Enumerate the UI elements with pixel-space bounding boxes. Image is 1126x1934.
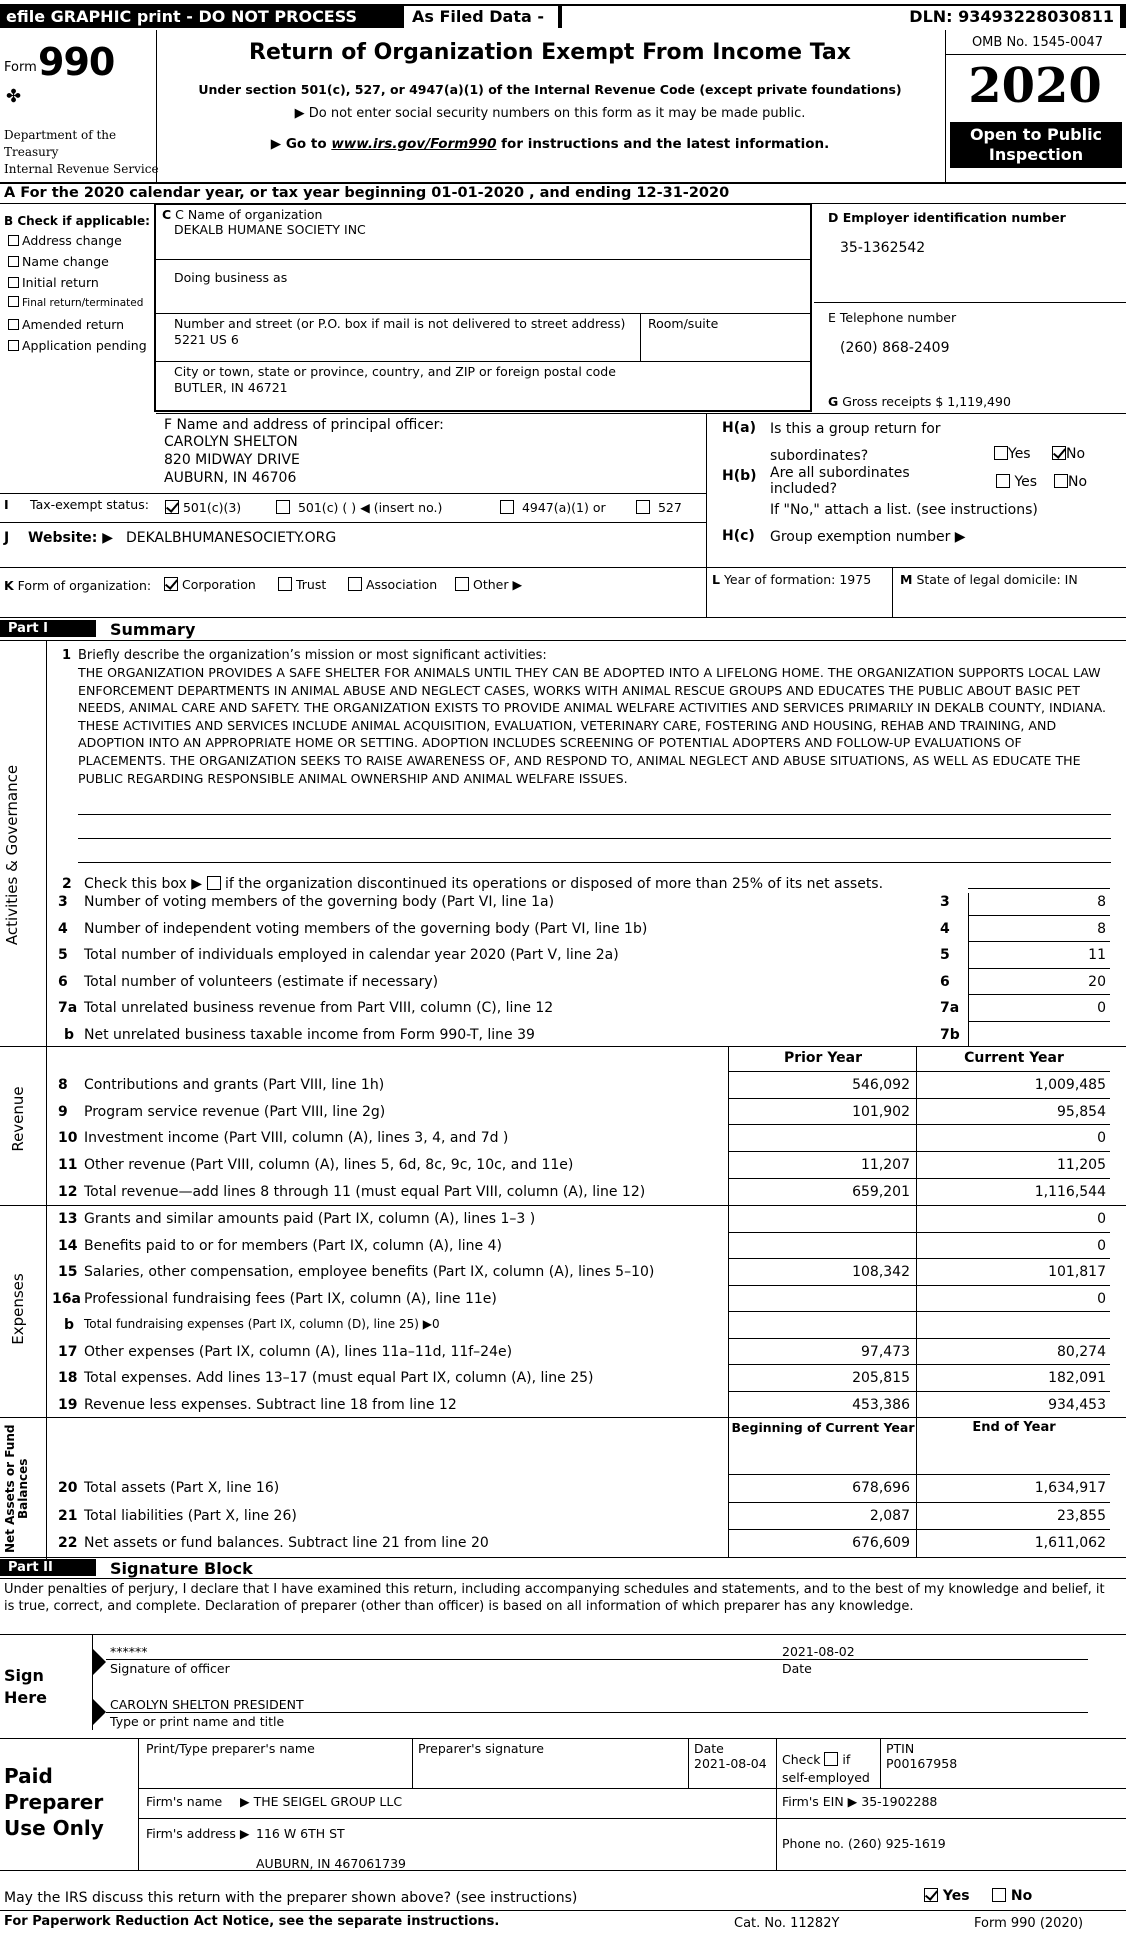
line1-text: Briefly describe the organization’s mission or most significant activities: bbox=[78, 648, 547, 663]
org-other[interactable]: Other ▶ bbox=[455, 577, 522, 592]
sign-arrow bbox=[92, 1634, 106, 1730]
phone-label: E Telephone number bbox=[828, 310, 957, 325]
part1-label: Part I bbox=[0, 620, 96, 637]
preparer-name-label: Print/Type preparer's name bbox=[146, 1741, 315, 1756]
hb-no[interactable]: No bbox=[1054, 474, 1087, 490]
exp-line-num: 17 bbox=[58, 1343, 78, 1360]
gov-line-text: Net unrelated business taxable income from Form 990-T, line 39 bbox=[84, 1026, 535, 1043]
exp-line-num: b bbox=[64, 1317, 75, 1333]
net-prior-value[interactable]: 2,087 bbox=[869, 1507, 910, 1524]
hb-text2: included? bbox=[770, 481, 838, 497]
net-prior-value[interactable]: 678,696 bbox=[852, 1480, 910, 1496]
tax-501c3[interactable]: 501(c)(3) bbox=[165, 500, 241, 515]
gov-line-num: 7a bbox=[58, 1000, 78, 1016]
gov-box-label: 7a bbox=[940, 1000, 960, 1016]
tax-year: 2020 bbox=[968, 58, 1102, 114]
instructions-note: ▶ Go to www.irs.gov/Form990 for instructions and the latest information. bbox=[270, 136, 830, 152]
firm-address2[interactable]: AUBURN, IN 467061739 bbox=[256, 1856, 406, 1871]
net-line-text: Net assets or fund balances. Subtract line 21 from line 20 bbox=[84, 1535, 489, 1551]
col-prior-year: Prior Year bbox=[783, 1050, 863, 1066]
part2-title: Signature Block bbox=[110, 1559, 253, 1578]
rev-line-text: Other revenue (Part VIII, column (A), lines 5, 6d, 8c, 9c, 10c, and 11e) bbox=[84, 1157, 574, 1174]
rev-line-text: Investment income (Part VIII, column (A), lines 3, 4, and 7d ) bbox=[84, 1130, 509, 1147]
col-beginning-year: Beginning of Current Year bbox=[731, 1420, 915, 1435]
gov-line-text: Total number of volunteers (estimate if necessary) bbox=[84, 973, 439, 990]
open-public-line1: Open to Public bbox=[969, 125, 1103, 144]
rev-prior-value[interactable]: 11,207 bbox=[861, 1157, 910, 1174]
officer-addr1[interactable]: 820 MIDWAY DRIVE bbox=[164, 452, 300, 468]
prep-date-label: Date bbox=[694, 1741, 724, 1756]
gov-value[interactable]: 0 bbox=[1097, 1000, 1106, 1016]
line-j-label: J bbox=[4, 530, 10, 546]
preparer-label: Preparer bbox=[4, 1790, 104, 1814]
line-a: A For the 2020 calendar year, or tax year beginning 01-01-2020 , and ending 12-31-2020 bbox=[4, 185, 730, 201]
gov-box-label: 5 bbox=[940, 947, 950, 963]
ha-no[interactable]: No bbox=[1052, 446, 1085, 462]
self-employed-label: self-employed bbox=[782, 1770, 870, 1785]
exp-prior-value[interactable]: 108,342 bbox=[852, 1264, 910, 1280]
part2-label: Part II bbox=[0, 1559, 96, 1576]
exp-current-value[interactable]: 80,274 bbox=[1057, 1343, 1106, 1360]
rev-line-text: Total revenue—add lines 8 through 11 (must equal Part VIII, column (A), line 12) bbox=[84, 1183, 646, 1200]
date-label: Date bbox=[782, 1661, 812, 1676]
ha-text1: Is this a group return for bbox=[770, 421, 941, 437]
check-b-label: B Check if applicable: bbox=[4, 214, 150, 228]
phone-value[interactable]: (260) 868-2409 bbox=[840, 340, 950, 356]
rev-current-value[interactable]: 0 bbox=[1097, 1130, 1106, 1147]
legal-domicile: M State of legal domicile: IN bbox=[900, 572, 1078, 587]
firm-phone[interactable]: Phone no. (260) 925-1619 bbox=[782, 1836, 946, 1851]
signature-date[interactable]: 2021-08-02 bbox=[782, 1644, 855, 1659]
signature-label: Signature of officer bbox=[110, 1661, 230, 1676]
ein-label: D Employer identification number bbox=[828, 210, 1066, 225]
ptin-value[interactable]: P00167958 bbox=[886, 1756, 958, 1771]
dept-line1: Department of the bbox=[4, 128, 117, 142]
officer-label: F Name and address of principal officer: bbox=[164, 417, 444, 433]
officer-addr2[interactable]: AUBURN, IN 46706 bbox=[164, 470, 297, 486]
line-i-label: I bbox=[4, 497, 9, 512]
gov-value[interactable]: 8 bbox=[1097, 920, 1106, 937]
form-label: Form bbox=[4, 60, 37, 75]
exp-line-text: Salaries, other compensation, employee benefits (Part IX, column (A), lines 5–10) bbox=[84, 1264, 655, 1280]
exp-line-text: Professional fundraising fees (Part IX, column (A), line 11e) bbox=[84, 1290, 497, 1307]
footer-cat: Cat. No. 11282Y bbox=[734, 1916, 840, 1931]
gov-box-label: 7b bbox=[940, 1026, 960, 1043]
col-end-year: End of Year bbox=[972, 1420, 1056, 1435]
exp-line-num: 19 bbox=[58, 1396, 78, 1413]
org-corporation[interactable]: Corporation bbox=[164, 577, 256, 592]
line1-num: 1 bbox=[62, 648, 72, 663]
col-current-year: Current Year bbox=[964, 1050, 1064, 1066]
rev-current-value[interactable]: 95,854 bbox=[1057, 1103, 1106, 1120]
discuss-no[interactable]: No bbox=[992, 1888, 1032, 1904]
dba-label: Doing business as bbox=[174, 270, 288, 285]
side-activities: Activities & Governance bbox=[3, 764, 21, 946]
exp-line-num: 18 bbox=[58, 1370, 78, 1386]
city-value[interactable]: BUTLER, IN 46721 bbox=[174, 380, 288, 395]
net-current-value[interactable]: 1,611,062 bbox=[1034, 1535, 1106, 1551]
discuss-yes[interactable]: Yes bbox=[924, 1888, 970, 1904]
org-name[interactable]: DEKALB HUMANE SOCIETY INC bbox=[174, 222, 366, 237]
net-current-value[interactable]: 23,855 bbox=[1057, 1507, 1106, 1524]
exp-line-text: Total expenses. Add lines 13–17 (must equal Part IX, column (A), line 25) bbox=[84, 1370, 594, 1386]
check-address-change[interactable]: Address change bbox=[8, 233, 122, 248]
officer-name-title[interactable]: CAROLYN SHELTON PRESIDENT bbox=[110, 1697, 304, 1712]
website-value[interactable]: DEKALBHUMANESOCIETY.ORG bbox=[126, 530, 337, 546]
preparer-sig-label: Preparer's signature bbox=[418, 1741, 544, 1756]
gov-box-label: 3 bbox=[940, 894, 950, 910]
gov-line-num: 4 bbox=[58, 920, 68, 937]
street-label: Number and street (or P.O. box if mail is not delivered to street address) bbox=[174, 316, 626, 331]
check-name-change[interactable]: Name change bbox=[8, 254, 109, 269]
rev-prior-value[interactable]: 546,092 bbox=[852, 1077, 910, 1093]
tax-501c[interactable]: 501(c) ( ) ◀ (insert no.) bbox=[276, 500, 442, 515]
ein-value[interactable]: 35-1362542 bbox=[840, 240, 926, 256]
tax-4947[interactable]: 4947(a)(1) or bbox=[500, 500, 606, 515]
rev-line-text: Contributions and grants (Part VIII, line 1h) bbox=[84, 1077, 385, 1093]
exp-prior-value[interactable]: 453,386 bbox=[852, 1396, 910, 1413]
net-line-text: Total assets (Part X, line 16) bbox=[84, 1480, 280, 1496]
org-trust[interactable]: Trust bbox=[278, 577, 326, 592]
mission-text[interactable]: THE ORGANIZATION PROVIDES A SAFE SHELTER FOR ANIMALS UNTIL THEY CAN BE ADOPTED INTO A LIFELONG HOME. THE ORGANIZATION SUPPORTS LOCAL LAW ENFORCEMENT DEPARTMENTS IN ANIMAL ABUSE AND NEGLECT CASES, WORKS WITH ANIMAL RESCUE GROUPS AND EDUCATES THE PUBLIC ABOUT BASIC PET NEEDS, ANIMAL CARE AND SAFETY. THE ORGANIZATION EXISTS TO PROVIDE ANIMAL WELFARE ACTIVITIES AND SERVICES PRIMARILY IN DEKALB COUNTY, INDIANA. THESE ACTIVITIES AND SERVICES INCLUDE ANIMAL ACQUISITION, EVALUATION, VETERINARY CARE, FOSTERING AND HOUSING, REHAB AND TRAINING, AND ADOPTION INTO AN APPROPRIATE HOME OR SETTING. ADOPTION INCLUDES SCREENING OF POTENTIAL ADOPTERS AND FOLLOW-UP EVALUATIONS OF PLACEMENTS. THE ORGANIZATION SEEKS TO RAISE AWARENESS OF, AND RESPOND TO, ANIMAL NEGLECT AND ABUSE SITUATIONS, AS WELL AS EDUCATE THE PUBLIC REGARDING RESPONSIBLE ANIMAL OWNERSHIP AND ANIMAL WELFARE ISSUES. bbox=[78, 665, 1107, 786]
gross-receipts: G Gross receipts $ 1,119,490 bbox=[828, 394, 1011, 409]
gov-line-text: Number of independent voting members of the governing body (Part VI, line 1b) bbox=[84, 920, 648, 937]
paid-label: Paid bbox=[4, 1764, 53, 1788]
rev-line-num: 9 bbox=[58, 1103, 68, 1120]
check-application-pending[interactable]: Application pending bbox=[8, 338, 147, 353]
exp-current-value[interactable]: 182,091 bbox=[1048, 1370, 1106, 1386]
eagle-icon: ✤ bbox=[6, 86, 22, 107]
ha-label: H(a) bbox=[722, 420, 756, 436]
footer-notice: For Paperwork Reduction Act Notice, see the separate instructions. bbox=[4, 1914, 500, 1929]
self-employed-check[interactable]: Check if bbox=[782, 1752, 851, 1767]
firm-name-label: Firm's name bbox=[146, 1794, 223, 1809]
side-net-assets: Net Assets or Fund Balances bbox=[3, 1424, 30, 1554]
hb-label: H(b) bbox=[722, 468, 757, 484]
use-only-label: Use Only bbox=[4, 1816, 104, 1840]
name-title-label: Type or print name and title bbox=[110, 1714, 285, 1729]
irs-discuss-text: May the IRS discuss this return with the preparer shown above? (see instructions) bbox=[4, 1890, 578, 1906]
gov-line-num: 5 bbox=[58, 947, 68, 963]
ha-text2: subordinates? bbox=[770, 448, 869, 464]
street-value[interactable]: 5221 US 6 bbox=[174, 332, 239, 347]
hb-yes[interactable]: Yes bbox=[996, 474, 1037, 490]
exp-current-value[interactable]: 0 bbox=[1097, 1237, 1106, 1254]
gov-value[interactable]: 20 bbox=[1088, 973, 1106, 990]
gov-line-text: Total number of individuals employed in calendar year 2020 (Part V, line 2a) bbox=[84, 947, 619, 963]
check-initial-return[interactable]: Initial return bbox=[8, 275, 99, 290]
net-line-num: 22 bbox=[58, 1535, 78, 1551]
line2-text[interactable]: Check this box ▶ if the organization discontinued its operations or disposed of more than 25% of its net assets. bbox=[84, 876, 884, 892]
officer-name[interactable]: CAROLYN SHELTON bbox=[164, 434, 298, 450]
form-title: Return of Organization Exempt From Income Tax bbox=[249, 40, 851, 65]
exp-line-text: Total fundraising expenses (Part IX, column (D), line 25) ▶0 bbox=[84, 1317, 440, 1331]
rev-line-num: 8 bbox=[58, 1077, 68, 1093]
exp-line-text: Grants and similar amounts paid (Part IX, column (A), lines 1–3 ) bbox=[84, 1211, 536, 1227]
gov-line-num: 3 bbox=[58, 894, 68, 910]
net-current-value[interactable]: 1,634,917 bbox=[1034, 1480, 1106, 1496]
check-amended-return[interactable]: Amended return bbox=[8, 317, 124, 332]
exp-current-value[interactable]: 101,817 bbox=[1048, 1264, 1106, 1280]
rev-current-value[interactable]: 1,009,485 bbox=[1034, 1077, 1106, 1093]
year-formation: L Year of formation: 1975 bbox=[712, 572, 872, 587]
irs-link[interactable]: www.irs.gov/Form990 bbox=[331, 136, 497, 152]
rev-line-text: Program service revenue (Part VIII, line 2g) bbox=[84, 1103, 386, 1120]
hc-label: H(c) bbox=[722, 528, 755, 544]
room-label: Room/suite bbox=[648, 316, 719, 331]
ha-yes[interactable]: Yes bbox=[994, 446, 1031, 462]
tax-status-label: Tax-exempt status: bbox=[30, 497, 149, 512]
dept-line3: Internal Revenue Service bbox=[4, 162, 159, 176]
omb-number: OMB No. 1545-0047 bbox=[971, 35, 1104, 50]
exp-prior-value[interactable]: 205,815 bbox=[852, 1370, 910, 1386]
exp-line-num: 14 bbox=[58, 1237, 78, 1254]
rev-prior-value[interactable]: 101,902 bbox=[852, 1103, 910, 1120]
open-public-line2: Inspection bbox=[988, 145, 1084, 164]
net-line-num: 21 bbox=[58, 1507, 78, 1524]
firm-address1[interactable]: 116 W 6TH ST bbox=[256, 1826, 345, 1841]
exp-current-value[interactable]: 934,453 bbox=[1048, 1396, 1106, 1413]
net-line-num: 20 bbox=[58, 1480, 78, 1496]
rev-current-value[interactable]: 11,205 bbox=[1057, 1157, 1106, 1174]
form-subtitle: Under section 501(c), 527, or 4947(a)(1) of the Internal Revenue Code (except private foundations) bbox=[198, 82, 902, 97]
net-line-text: Total liabilities (Part X, line 26) bbox=[84, 1507, 297, 1524]
penalty-statement: Under penalties of perjury, I declare that I have examined this return, including accompanying schedules and statements, and to the best of my knowledge and belief, it is true, correct, and complete. Declaration of preparer (other than officer) is based on all information of which preparer has any knowledge. bbox=[4, 1582, 1105, 1614]
exp-current-value[interactable]: 0 bbox=[1097, 1290, 1106, 1307]
tax-527[interactable]: 527 bbox=[636, 500, 682, 515]
exp-line-text: Revenue less expenses. Subtract line 18 from line 12 bbox=[84, 1396, 457, 1413]
filed-label: As Filed Data - bbox=[404, 6, 558, 28]
hb-note: If "No," attach a list. (see instructions) bbox=[770, 502, 1038, 518]
gov-line-text: Total unrelated business revenue from Part VIII, column (C), line 12 bbox=[84, 1000, 554, 1016]
gov-value[interactable]: 8 bbox=[1097, 894, 1106, 910]
firm-ein[interactable]: Firm's EIN ▶ 35-1902288 bbox=[782, 1794, 938, 1809]
ssn-note: ▶ Do not enter social security numbers on this form as it may be made public. bbox=[294, 106, 806, 121]
gov-line-text: Number of voting members of the governing body (Part VI, line 1a) bbox=[84, 894, 555, 910]
line2-num: 2 bbox=[62, 876, 72, 892]
exp-line-num: 13 bbox=[58, 1211, 78, 1227]
gov-value[interactable]: 11 bbox=[1088, 947, 1106, 963]
dept-line2: Treasury bbox=[4, 145, 59, 159]
dln-label: DLN: 93493228030811 bbox=[562, 6, 1120, 28]
check-final-return[interactable]: Final return/terminated bbox=[8, 296, 143, 309]
exp-current-value[interactable]: 0 bbox=[1097, 1211, 1106, 1227]
side-revenue: Revenue bbox=[9, 1086, 27, 1152]
rev-line-num: 12 bbox=[58, 1183, 78, 1200]
exp-prior-value[interactable]: 97,473 bbox=[861, 1343, 910, 1360]
gov-line-num: b bbox=[64, 1026, 75, 1043]
prep-date[interactable]: 2021-08-04 bbox=[694, 1756, 767, 1771]
exp-line-num: 15 bbox=[58, 1264, 78, 1280]
footer-form: Form 990 (2020) bbox=[974, 1916, 1084, 1931]
side-expenses: Expenses bbox=[9, 1273, 27, 1345]
exp-line-num: 16a bbox=[52, 1290, 81, 1307]
here-label: Here bbox=[4, 1688, 47, 1707]
efile-label: efile GRAPHIC print - DO NOT PROCESS bbox=[6, 7, 358, 26]
hb-text1: Are all subordinates bbox=[770, 465, 910, 481]
rev-line-num: 10 bbox=[58, 1130, 78, 1147]
firm-address-label: Firm's address ▶ bbox=[146, 1826, 250, 1841]
gov-line-num: 6 bbox=[58, 973, 68, 990]
net-prior-value[interactable]: 676,609 bbox=[852, 1535, 910, 1551]
rev-current-value[interactable]: 1,116,544 bbox=[1034, 1183, 1106, 1200]
hc-text: Group exemption number ▶ bbox=[770, 529, 966, 545]
officer-signature[interactable]: ****** bbox=[110, 1644, 148, 1659]
form-number: 990 bbox=[38, 40, 115, 84]
rev-prior-value[interactable]: 659,201 bbox=[852, 1183, 910, 1200]
firm-name[interactable]: ▶ THE SEIGEL GROUP LLC bbox=[240, 1794, 403, 1809]
city-label: City or town, state or province, country, and ZIP or foreign postal code bbox=[174, 364, 616, 379]
part1-title: Summary bbox=[110, 620, 196, 639]
org-name-label: C C Name of organization bbox=[162, 207, 323, 222]
gov-box-label: 4 bbox=[940, 920, 950, 937]
sign-label: Sign bbox=[4, 1666, 44, 1685]
exp-line-text: Benefits paid to or for members (Part IX, column (A), line 4) bbox=[84, 1237, 502, 1254]
form-of-org: K Form of organization: bbox=[4, 578, 152, 593]
rev-line-num: 11 bbox=[58, 1157, 78, 1174]
ptin-label: PTIN bbox=[886, 1741, 915, 1756]
website-label: Website: ▶ bbox=[28, 530, 114, 546]
exp-line-text: Other expenses (Part IX, column (A), lines 11a–11d, 11f–24e) bbox=[84, 1343, 513, 1360]
gov-box-label: 6 bbox=[940, 973, 950, 990]
org-association[interactable]: Association bbox=[348, 577, 437, 592]
